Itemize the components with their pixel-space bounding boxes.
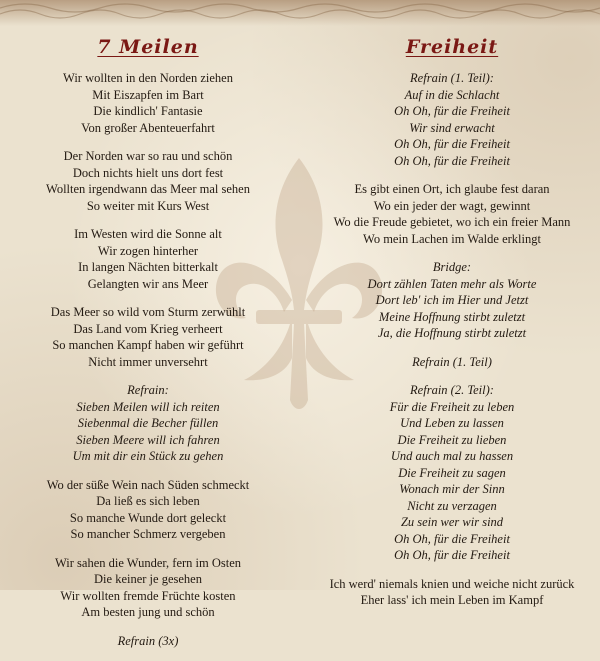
stanza: [307, 382, 597, 564]
lyric-line: Wir wollten in den Norden ziehen: [63, 71, 233, 85]
lyrics-column-freiheit: [307, 36, 597, 621]
lyric-line: Der Norden war so rau und schön: [63, 149, 233, 163]
stanza: [307, 70, 597, 169]
stanza: [307, 181, 597, 247]
stanza: [3, 382, 293, 465]
lyric-line: So manchen Kampf haben wir geführt: [52, 338, 244, 352]
lyric-line: Um mit dir ein Stück zu gehen: [72, 449, 224, 463]
lyric-line: Dort leb' ich im Hier und Jetzt: [375, 293, 529, 307]
lyric-line: Die keiner je gesehen: [94, 572, 202, 586]
lyric-line: Siebenmal die Becher füllen: [77, 416, 219, 430]
lyric-line: Eher lass' ich mein Leben im Kampf: [360, 593, 544, 607]
lyric-line: Wo mein Lachen im Walde erklingt: [363, 231, 541, 246]
lyric-line: Zu sein wer wir sind: [400, 515, 504, 529]
lyric-line: Von großer Abenteuerfahrt: [81, 120, 215, 135]
lyric-line: Wo die Freude gebietet, wo ich ein freier Mann: [333, 215, 571, 229]
lyric-line: Refrain (3x): [117, 633, 179, 648]
stanza-list: [307, 70, 597, 609]
lyric-line: Für die Freiheit zu leben: [389, 399, 515, 414]
stanza: [3, 477, 293, 543]
lyric-line: Wo der süße Wein nach Süden schmeckt: [46, 477, 250, 492]
lyric-line: Dort zählen Taten mehr als Worte: [367, 276, 537, 291]
lyric-line: Sieben Meere will ich fahren: [76, 432, 220, 447]
lyric-line: In langen Nächten bitterkalt: [78, 260, 218, 274]
lyric-line: Wir sahen die Wunder, fern im Osten: [54, 555, 242, 570]
ornamental-top-border: [0, 0, 600, 26]
lyric-line: Ja, die Hoffnung stirbt zuletzt: [377, 326, 527, 340]
lyric-line: Sieben Meilen will ich reiten: [76, 399, 220, 414]
stanza: [3, 633, 293, 650]
lyric-line: Wonach mir der Sinn: [399, 482, 505, 496]
lyric-line: Mit Eiszapfen im Bart: [92, 87, 204, 102]
lyric-line: Die kindlich' Fantasie: [93, 104, 203, 118]
lyric-line: Refrain (1. Teil):: [410, 71, 494, 85]
stanza: [307, 259, 597, 342]
stanza: [3, 148, 293, 214]
lyric-line: Das Land vom Krieg verheert: [73, 321, 223, 336]
lyric-line: Nicht immer unversehrt: [88, 354, 208, 369]
lyric-line: Wollten irgendwann das Meer mal sehen: [46, 182, 250, 196]
stanza: [3, 226, 293, 292]
lyric-line: Wo ein jeder der wagt, gewinnt: [373, 198, 531, 213]
lyric-line: So weiter mit Kurs West: [86, 198, 210, 213]
stanza: [3, 70, 293, 136]
lyric-line: Wir sind erwacht: [409, 120, 495, 135]
lyric-line: Oh Oh, für die Freiheit: [394, 104, 510, 118]
lyric-line: Nicht zu verzagen: [407, 498, 497, 513]
lyric-line: Die Freiheit zu lieben: [397, 432, 507, 447]
lyric-line: Das Meer so wild vom Sturm zerwühlt: [50, 305, 246, 319]
lyric-line: Im Westen wird die Sonne alt: [74, 227, 222, 241]
lyrics-column-7-meilen: [3, 36, 293, 661]
lyric-line: Und Leben zu lassen: [400, 416, 504, 430]
lyric-line: Die Freiheit zu sagen: [398, 465, 506, 480]
lyric-line: Am besten jung und schön: [81, 605, 215, 619]
lyric-line: So mancher Schmerz vergeben: [70, 527, 226, 541]
lyric-line: Refrain (1. Teil): [412, 354, 492, 369]
song-title-freiheit: Freiheit: [405, 36, 499, 58]
lyric-line: Oh Oh, für die Freiheit: [394, 137, 510, 151]
lyric-line: Es gibt einen Ort, ich glaube fest daran: [354, 182, 550, 196]
lyric-line: So manche Wunde dort geleckt: [69, 510, 227, 525]
lyric-line: Gelangten wir ans Meer: [87, 276, 209, 291]
lyric-line: Wir wollten fremde Früchte kosten: [60, 588, 236, 603]
stanza: [3, 555, 293, 621]
lyric-line: Wir zogen hinterher: [97, 243, 199, 258]
lyric-line: Meine Hoffnung stirbt zuletzt: [378, 309, 526, 324]
stanza: [307, 576, 597, 609]
stanza-list: [3, 70, 293, 649]
lyric-line: Und auch mal zu hassen: [390, 449, 514, 463]
stanza: [3, 304, 293, 370]
lyric-line: Oh Oh, für die Freiheit: [394, 153, 510, 168]
lyric-line: Doch nichts hielt uns dort fest: [72, 165, 224, 180]
lyric-line: Refrain (2. Teil):: [410, 383, 494, 397]
lyric-line: Ich werd' niemals knien und weiche nicht zurück: [329, 576, 575, 591]
lyric-line: Oh Oh, für die Freiheit: [394, 548, 510, 562]
song-title-7-meilen: 7 Meilen: [97, 36, 199, 58]
lyric-line: Refrain:: [127, 383, 169, 397]
lyric-line: Auf in die Schlacht: [404, 87, 500, 102]
lyric-line: Oh Oh, für die Freiheit: [394, 531, 510, 546]
lyric-line: Bridge:: [432, 260, 472, 274]
lyric-line: Da ließ es sich leben: [96, 494, 200, 508]
stanza: [307, 354, 597, 371]
